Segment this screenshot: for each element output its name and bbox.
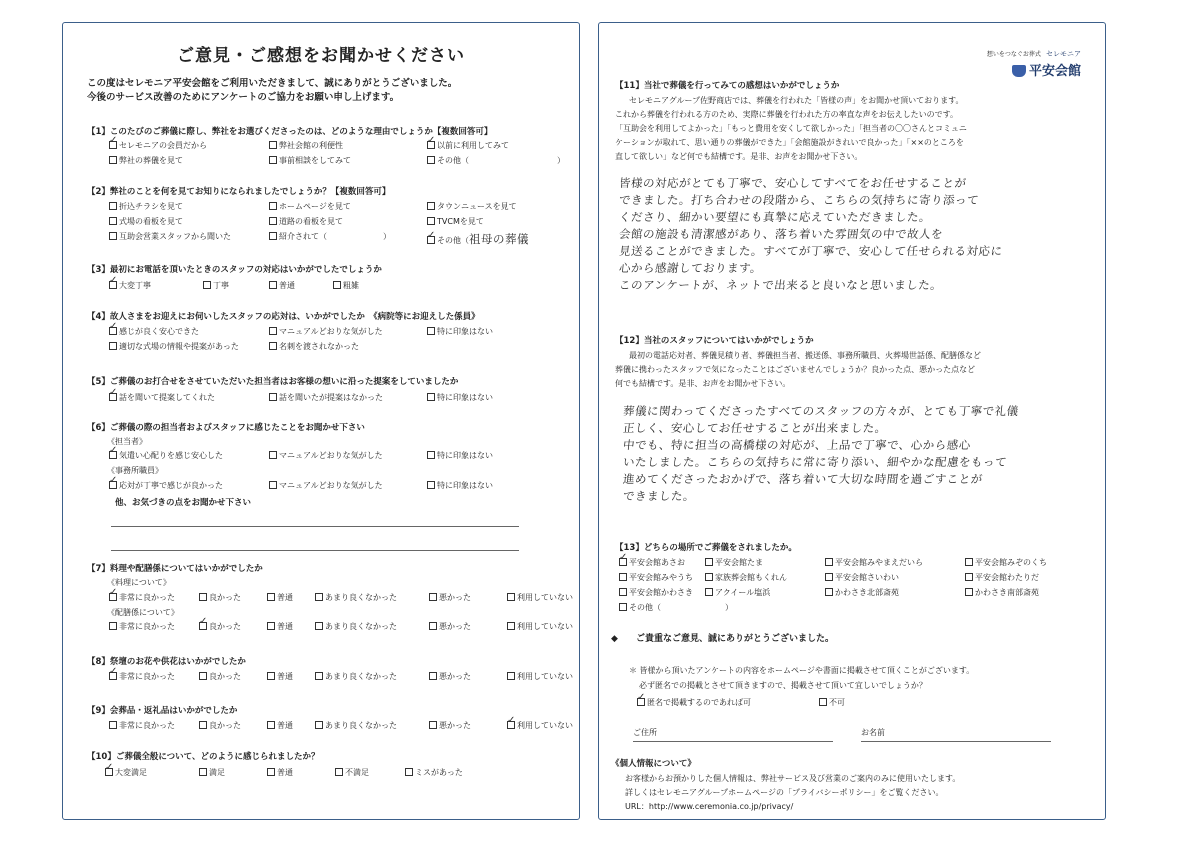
checkbox[interactable]: [819, 698, 827, 706]
q7-question: 【7】料理や配膳係についてはいかがでしたか: [87, 564, 263, 574]
privacy-line-2: 詳しくはセレモニアグループホームページの「プライバシーポリシー」をご覧ください。: [625, 788, 944, 797]
q13-opt-6[interactable]: 家族葬会館もくれん: [705, 572, 787, 583]
hw-line: くださり、細かい要望にも真摯に応えていただきました。: [618, 210, 932, 224]
checkbox[interactable]: [619, 603, 627, 611]
checkbox[interactable]: [267, 721, 275, 729]
checkbox-checked[interactable]: [427, 141, 435, 149]
page-title: ご意見・ご感想をお聞かせください: [177, 46, 465, 66]
intro-line-2: 今後のサービス改善のためにアンケートのご協力をお願い申し上げます。: [87, 92, 400, 103]
q2-opt-8[interactable]: 紹介されて（ ）: [269, 231, 391, 242]
checkbox[interactable]: [269, 393, 277, 401]
q8-opt-4[interactable]: あまり良くなかった: [315, 671, 397, 682]
q7-service-opt-5[interactable]: 悪かった: [429, 621, 471, 632]
checkbox[interactable]: [267, 672, 275, 680]
privacy-heading: 《個人情報について》: [611, 759, 696, 769]
checkbox-checked[interactable]: [109, 451, 117, 459]
checkbox[interactable]: [825, 573, 833, 581]
hw-line: 皆様の対応がとても丁寧で、安心してすべてをお任せすることが: [618, 176, 968, 190]
q11-desc-3: 「互助会を利用してよかった」「もっと費用を安くして欲しかった」「担当者の〇〇さんとコミュニ: [615, 124, 967, 133]
checkbox[interactable]: [109, 622, 117, 630]
checkbox[interactable]: [109, 202, 117, 210]
q5-opt-3[interactable]: 特に印象はない: [427, 392, 493, 403]
checkbox[interactable]: [269, 342, 277, 350]
q3-opt-1[interactable]: ✓大変丁寧: [109, 280, 151, 291]
checkbox[interactable]: [427, 451, 435, 459]
checkbox[interactable]: [429, 622, 437, 630]
q5-opt-2[interactable]: 話を聞いたが提案はなかった: [269, 392, 383, 403]
q9-opt-5[interactable]: 悪かった: [429, 720, 471, 731]
q12-desc-3: 何でも結構です。是非、お声をお聞かせ下さい。: [615, 379, 791, 388]
q13-opt-9[interactable]: 平安会館かわさき: [619, 587, 693, 598]
q2-handwritten: 祖母の葬儀: [469, 232, 529, 246]
checkbox[interactable]: [427, 156, 435, 164]
q2-opt-9[interactable]: ✓ その他（祖母の葬儀: [427, 231, 529, 247]
publish-line-2: 必ず匿名での掲載とさせて頂きますので、掲載させて頂いて宜しいでしょうか？: [639, 681, 927, 690]
name-label: お名前: [861, 728, 885, 737]
q7-food-opt-1[interactable]: ✓非常に良かった: [109, 592, 175, 603]
checkbox[interactable]: [825, 558, 833, 566]
thanks-text: ◆ ご貴重なご意見、誠にありがとうございました。: [611, 634, 834, 644]
checkbox-checked[interactable]: [109, 141, 117, 149]
checkbox[interactable]: [427, 202, 435, 210]
q7-food-opt-3[interactable]: 普通: [267, 592, 293, 603]
checkbox[interactable]: [619, 588, 627, 596]
q9-opt-4[interactable]: あまり良くなかった: [315, 720, 397, 731]
hw-line: 見送ることができました。すべてが丁寧で、安心して任せられる対応に: [618, 244, 1004, 258]
checkbox[interactable]: [269, 481, 277, 489]
publish-yes[interactable]: ✓匿名で掲載するのであれば可: [637, 697, 751, 708]
q10-question: 【10】ご葬儀全般について、どのように感じられましたか？: [87, 752, 320, 762]
q8-opt-2[interactable]: 良かった: [199, 671, 241, 682]
q1-opt-2[interactable]: 弊社会館の利便性: [269, 140, 343, 151]
q4-opt-4[interactable]: 適切な式場の情報や提案があった: [109, 341, 239, 352]
q6-opt-2[interactable]: マニュアルどおりな気がした: [269, 450, 383, 461]
q8-opt-6[interactable]: 利用していない: [507, 671, 573, 682]
publish-no[interactable]: 不可: [819, 697, 845, 708]
q4-opt-3[interactable]: 特に印象はない: [427, 326, 493, 337]
checkbox-checked[interactable]: [427, 236, 435, 244]
q7-service-opt-3[interactable]: 普通: [267, 621, 293, 632]
q7-food-opt-5[interactable]: 悪かった: [429, 592, 471, 603]
checkbox[interactable]: [705, 558, 713, 566]
q2-opt-3[interactable]: タウンニュースを見て: [427, 201, 517, 212]
q8-opt-3[interactable]: 普通: [267, 671, 293, 682]
q4-opt-2[interactable]: マニュアルどおりな気がした: [269, 326, 383, 337]
q3-opt-4[interactable]: 粗雑: [333, 280, 359, 291]
q12-desc-1: 最初の電話応対者、葬儀見積り者、葬儀担当者、搬送係、事務所職員、火葬場世話係、配膳係など: [629, 351, 981, 360]
checkbox[interactable]: [429, 721, 437, 729]
checkbox[interactable]: [335, 768, 343, 776]
q6-sub-2: 《事務所職員》: [107, 466, 163, 475]
q6-opt-1[interactable]: ✓気遣い心配りを感じ安心した: [109, 450, 223, 461]
checkbox[interactable]: [267, 593, 275, 601]
address-label: ご住所: [633, 728, 657, 737]
q13-opt-8[interactable]: 平安会館わたりだ: [965, 572, 1039, 583]
q7-service-opt-4[interactable]: あまり良くなかった: [315, 621, 397, 632]
q2-question: 【2】弊社のことを何を見てお知りになられましたでしょうか？【複数回答可】: [87, 187, 391, 197]
q6-opt-4[interactable]: ✓応対が丁寧で感じが良かった: [109, 480, 223, 491]
checkbox[interactable]: [109, 156, 117, 164]
checkbox[interactable]: [333, 281, 341, 289]
logo-brand: セレモニア: [1046, 50, 1081, 58]
q3-question: 【3】最初にお電話を頂いたときのスタッフの対応はいかがでしたでしょうか: [87, 265, 382, 275]
checkbox-checked[interactable]: [507, 721, 515, 729]
checkbox[interactable]: [269, 327, 277, 335]
q9-opt-3[interactable]: 普通: [267, 720, 293, 731]
q13-opt-7[interactable]: 平安会館さいわい: [825, 572, 899, 583]
hw-line: 中でも、特に担当の高橋様の対応が、上品で丁寧で、心から感心: [622, 438, 972, 452]
q9-opt-1[interactable]: 非常に良かった: [109, 720, 175, 731]
q13-opt-12[interactable]: かわさき南部斎苑: [965, 587, 1039, 598]
checkbox[interactable]: [199, 672, 207, 680]
q1-opt-5[interactable]: 事前相談をしてみて: [269, 155, 351, 166]
q7-food-opt-4[interactable]: あまり良くなかった: [315, 592, 397, 603]
q11-desc-4: ケーションが取れて、思い通りの葬儀ができた」「会館施設がきれいで良かった」「××のところを: [615, 138, 964, 147]
q7-service-opt-2[interactable]: ✓ 良かった: [199, 621, 241, 632]
checkbox[interactable]: [427, 481, 435, 489]
hw-line: 進めてくださったおかげで、落ち着いて大切な時間を過ごすことが: [622, 472, 984, 486]
checkbox[interactable]: [199, 768, 207, 776]
checkbox[interactable]: [427, 217, 435, 225]
q6-other-label: 他、お気づきの点をお聞かせ下さい: [115, 498, 252, 508]
q13-opt-5[interactable]: 平安会館みやうち: [619, 572, 693, 583]
checkbox[interactable]: [199, 721, 207, 729]
q12-question: 【12】当社のスタッフについてはいかがでしょうか: [615, 336, 814, 346]
checkbox-checked[interactable]: [109, 481, 117, 489]
hw-line: このアンケートが、ネットで出来ると良いなと思いました。: [618, 278, 944, 292]
q11-question: 【11】当社で葬儀を行ってみての感想はいかがでしょうか: [615, 81, 840, 91]
name-line: [861, 741, 1051, 742]
q10-opt-4[interactable]: 不満足: [335, 767, 369, 778]
checkbox[interactable]: [507, 593, 515, 601]
diamond-icon: ◆: [611, 634, 618, 644]
right-page: [598, 22, 1106, 820]
q6-opt-3[interactable]: 特に印象はない: [427, 450, 493, 461]
q2-opt-4[interactable]: 式場の看板を見て: [109, 216, 183, 227]
checkbox[interactable]: [965, 558, 973, 566]
checkbox-checked[interactable]: [109, 393, 117, 401]
q7-food-opt-6[interactable]: 利用していない: [507, 592, 573, 603]
q6-question: 【6】ご葬儀の際の担当者およびスタッフに感じたことをお聞かせ下さい: [87, 423, 365, 433]
checkbox-checked[interactable]: [105, 768, 113, 776]
q13-opt-4[interactable]: 平安会館みぞのくち: [965, 557, 1047, 568]
q2-opt-6[interactable]: TVCMを見て: [427, 216, 484, 227]
q4-opt-1[interactable]: ✓感じが良く安心できた: [109, 326, 199, 337]
q9-question: 【9】会葬品・返礼品はいかがでしたか: [87, 706, 238, 716]
q2-opt-7[interactable]: 互助会営業スタッフから聞いた: [109, 231, 231, 242]
checkbox[interactable]: [269, 217, 277, 225]
q1-opt-3[interactable]: ✓ 以前に利用してみて: [427, 140, 509, 151]
q2-opt-5[interactable]: 道路の看板を見て: [269, 216, 343, 227]
checkbox[interactable]: [269, 281, 277, 289]
q13-opt-2[interactable]: 平安会館たま: [705, 557, 763, 568]
q9-opt-2[interactable]: 良かった: [199, 720, 241, 731]
q13-opt-10[interactable]: アクイール塩浜: [705, 587, 770, 598]
hw-line: 心から感謝しております。: [618, 261, 763, 275]
q1-opt-6[interactable]: その他（ ）: [427, 155, 565, 166]
checkbox[interactable]: [109, 721, 117, 729]
checkbox[interactable]: [109, 342, 117, 350]
logo-name: 平安会館: [1028, 64, 1081, 79]
hw-line: いたしました。こちらの気持ちに常に寄り添い、細やかな配慮をもって: [622, 455, 1008, 469]
checkbox-checked[interactable]: [619, 558, 627, 566]
q6-sub-1: 《担当者》: [107, 437, 147, 446]
q3-opt-3[interactable]: 普通: [269, 280, 295, 291]
q1-opt-1[interactable]: ✓セレモニアの会員だから: [109, 140, 207, 151]
q8-question: 【8】祭壇のお花や供花はいかがでしたか: [87, 657, 246, 667]
q7-service-opt-1[interactable]: 非常に良かった: [109, 621, 175, 632]
q8-opt-1[interactable]: ✓非常に良かった: [109, 671, 175, 682]
checkbox[interactable]: [427, 327, 435, 335]
q10-opt-1[interactable]: ✓大変満足: [105, 767, 147, 778]
checkbox[interactable]: [705, 573, 713, 581]
checkbox[interactable]: [109, 232, 117, 240]
checkbox[interactable]: [705, 588, 713, 596]
logo-tagline: 想いをつなぐお葬式: [986, 51, 1041, 58]
checkbox[interactable]: [965, 588, 973, 596]
q5-opt-1[interactable]: ✓話を聞いて提案してくれた: [109, 392, 215, 403]
q13-opt-11[interactable]: かわさき北部斎苑: [825, 587, 899, 598]
q7-sub-1: 《料理について》: [107, 578, 171, 587]
checkbox[interactable]: [267, 768, 275, 776]
q11-desc-1: セレモニアグループ佐野商店では、葬儀を行われた「皆様の声」をお聞かせ頂いております。: [629, 96, 964, 105]
q6-opt-5[interactable]: マニュアルどおりな気がした: [269, 480, 383, 491]
checkbox[interactable]: [269, 156, 277, 164]
brand-logo: [987, 41, 1081, 79]
address-line: [633, 741, 833, 742]
q8-opt-5[interactable]: 悪かった: [429, 671, 471, 682]
checkbox[interactable]: [429, 593, 437, 601]
q5-question: 【5】ご葬儀のお打合せをさせていただいた担当者はお客様の想いに沿った提案をしていましたか: [87, 377, 459, 387]
q12-desc-2: 葬儀に携わったスタッフで気になったことはございませんでしょうか？良かった点、悪かった点など: [615, 365, 976, 374]
q3-opt-2[interactable]: 丁寧: [203, 280, 229, 291]
q2-opt-2[interactable]: ホームページを見て: [269, 201, 351, 212]
q7-food-opt-2[interactable]: 良かった: [199, 592, 241, 603]
checkbox[interactable]: [267, 622, 275, 630]
hw-line: できました。: [622, 489, 696, 503]
writing-line: [111, 550, 519, 551]
q11-desc-5: 直して欲しい」など何でも結構です。是非、お声をお聞かせ下さい。: [615, 152, 863, 161]
q4-opt-5[interactable]: 名刺を渡されなかった: [269, 341, 359, 352]
q13-opt-13[interactable]: その他（ ）: [619, 602, 733, 613]
intro-line-1: この度はセレモニア平安会館をご利用いただきまして、誠にありがとうございました。: [87, 78, 458, 89]
checkbox[interactable]: [269, 232, 277, 240]
checkbox[interactable]: [619, 573, 627, 581]
checkbox-checked[interactable]: [109, 327, 117, 335]
left-page: [62, 22, 580, 820]
checkbox[interactable]: [507, 672, 515, 680]
q13-opt-3[interactable]: 平安会館みやまえだいら: [825, 557, 923, 568]
checkbox[interactable]: [269, 202, 277, 210]
q10-opt-5[interactable]: ミスがあった: [405, 767, 463, 778]
checkbox[interactable]: [269, 451, 277, 459]
checkbox-checked[interactable]: [109, 281, 117, 289]
privacy-line-1: お客様からお預かりした個人情報は、弊社サービス及び営業のご案内のみに使用いたします。: [625, 774, 961, 783]
q10-opt-3[interactable]: 普通: [267, 767, 293, 778]
checkbox[interactable]: [507, 622, 515, 630]
checkbox-checked[interactable]: [109, 593, 117, 601]
checkbox[interactable]: [315, 622, 323, 630]
q10-opt-2[interactable]: 満足: [199, 767, 225, 778]
checkbox-checked[interactable]: [199, 622, 207, 630]
q13-question: 【13】どちらの場所でご葬儀をされましたか。: [615, 543, 797, 553]
q11-desc-2: これから葬儀を行われる方のため、実際に葬儀を行われた方の率直な声をお伝えしたいのです。: [615, 110, 959, 119]
checkbox[interactable]: [109, 217, 117, 225]
q9-opt-6[interactable]: ✓ 利用していない: [507, 720, 573, 731]
q7-sub-2: 《配膳係について》: [107, 608, 179, 617]
writing-line: [111, 526, 519, 527]
checkbox[interactable]: [269, 141, 277, 149]
q13-opt-1[interactable]: ✓平安会館あさお: [619, 557, 685, 568]
q1-opt-4[interactable]: 弊社の葬儀を見て: [109, 155, 183, 166]
checkbox[interactable]: [405, 768, 413, 776]
privacy-url[interactable]: URL：http://www.ceremonia.co.jp/privacy/: [625, 802, 794, 811]
q7-service-opt-6[interactable]: 利用していない: [507, 621, 573, 632]
hw-line: できました。打ち合わせの段階から、こちらの気持ちに寄り添って: [618, 193, 980, 207]
publish-line-1: ＊ 皆様から頂いたアンケートの内容をホームページや書面に掲載させて頂くことがございます。: [629, 666, 975, 675]
checkbox[interactable]: [203, 281, 211, 289]
q6-opt-6[interactable]: 特に印象はない: [427, 480, 493, 491]
q2-opt-1[interactable]: 折込チラシを見て: [109, 201, 183, 212]
checkbox-checked[interactable]: [637, 698, 645, 706]
checkbox[interactable]: [429, 672, 437, 680]
checkbox[interactable]: [825, 588, 833, 596]
q1-question: 【1】このたびのご葬儀に際し、弊社をお選びくださったのは、どのような理由でしょうか【複数回答可】: [87, 127, 493, 137]
logo-icon: [1012, 65, 1026, 77]
checkbox-checked[interactable]: [109, 672, 117, 680]
checkbox[interactable]: [427, 393, 435, 401]
hw-line: 葬儀に関わってくださったすべてのスタッフの方々が、とても丁寧で礼儀: [622, 404, 1020, 418]
checkbox[interactable]: [315, 721, 323, 729]
checkbox[interactable]: [315, 593, 323, 601]
q4-question: 【4】故人さまをお迎えにお伺いしたスタッフの応対は、いかがでしたか 《病院等にお迎えした係員》: [87, 312, 480, 322]
checkbox[interactable]: [965, 573, 973, 581]
checkbox[interactable]: [199, 593, 207, 601]
hw-line: 正しく、安心してお任せすることが出来ました。: [622, 421, 888, 435]
checkbox[interactable]: [315, 672, 323, 680]
hw-line: 会館の施設も清潔感があり、落ち着いた雰囲気の中で故人を: [618, 227, 944, 241]
